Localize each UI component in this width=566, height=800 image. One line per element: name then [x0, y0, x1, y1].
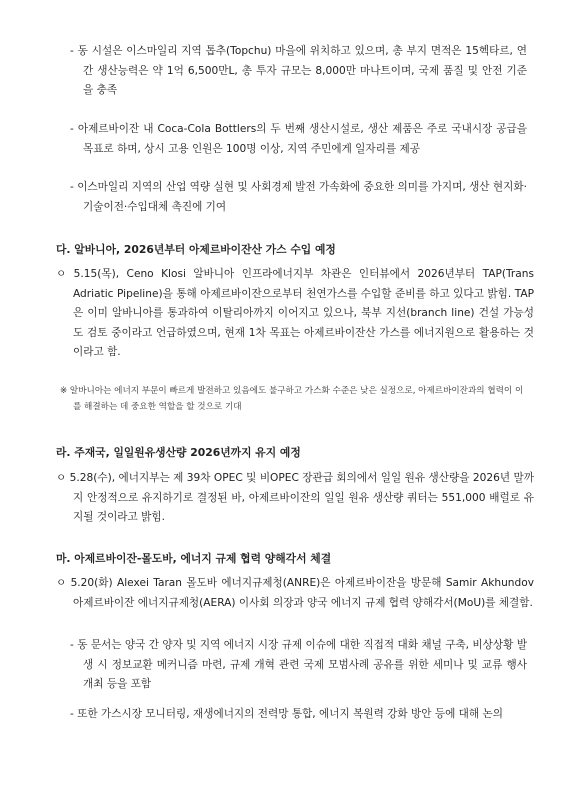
section-d-heading: 다. 알바니아, 2026년부터 아제르바이잔산 가스 수입 예정	[56, 243, 336, 256]
section-f-paragraph: ㅇ 5.20(화) Alexei Taran 몰도바 에너지규제청(ANRE)은 아제르바이잔을 방문해 Samir Akhundov 아제르바이잔 에너지규제청(AERA) 이사회 의장과 양국 에너지 규제 협력 양해각서(MoU)를 체결함.	[56, 577, 534, 609]
section-e-paragraph: ㅇ 5.28(수), 에너지부는 제 39차 OPEC 및 비OPEC 장관급 회의에서 일일 원유 생산량을 2026년 말까지 안정적으로 유지하기로 결정된 바, 아제르바이잔의 일일 원유 생산량 쿼터는 551,000 배럴로 유지될 것이라고 밝힘.	[56, 472, 534, 524]
section-d-paragraph: ㅇ 5.15(목), Ceno Klosi 알바니아 인프라에너지부 차관은 인터뷰에서 2026년부터 TAP(Trans Adriatic Pipeline)을 통해 아제르바이잔으로부터 천연가스를 수입할 준비를 하고 있다고 밝힘. TAP은 이미 알바니아를 통과하여 이탈리아까지 이어지고 있으나, 북부 지선(branch line) 건설 가능성도 검토 중이라고 언급하였으며, 현재 1차 목표는 아제르바이잔산 가스를 에너지원으로 활용하는 것이라고 함.	[56, 268, 534, 359]
bullet-regional-significance: - 이스마일리 지역의 산업 역량 실현 및 사회경제 발전 가속화에 중요한 의미를 가지며, 생산 현지화·기술이전·수입대체 촉진에 기여	[70, 181, 527, 213]
section-f-heading: 마. 아제르바이잔-몰도바, 에너지 규제 협력 양해각서 체결	[56, 552, 332, 565]
section-d-note: ※ 알바니아는 에너지 부문이 빠르게 발전하고 있음에도 불구하고 가스화 수준은 낮은 실정으로, 아제르바이잔과의 협력이 이를 해결하는 데 중요한 역할을 할 것으로 기대	[60, 386, 524, 412]
section-f-bullet-mou-contents: - 동 문서는 양국 간 양자 및 지역 에너지 시장 규제 이슈에 대한 직접적 대화 채널 구축, 비상상황 발생 시 정보교환 메커니즘 마련, 규제 개혁 관련 국제 모범사례 공유를 위한 세미나 및 교류 행사 개최 등을 포함	[70, 639, 527, 691]
bullet-second-facility: - 아제르바이잔 내 Coca-Cola Bottlers의 두 번째 생산시설로, 생산 제품은 주로 국내시장 공급을 목표로 하며, 상시 고용 인원은 100명 이상, 지역 주민에게 일자리를 제공	[70, 123, 527, 155]
section-e-heading: 라. 주재국, 일일원유생산량 2026년까지 유지 예정	[56, 446, 301, 459]
section-f-bullet-discussion: - 또한 가스시장 모니터링, 재생에너지의 전력망 통합, 에너지 복원력 강화 방안 등에 대해 논의	[70, 708, 503, 720]
bullet-facility-location: - 동 시설은 이스마일리 지역 톱추(Topchu) 마을에 위치하고 있으며, 총 부지 면적은 15헥타르, 연간 생산능력은 약 1억 6,500만L, 총 투자 규모는 8,000만 마나트이며, 국제 품질 및 안전 기준을 충족	[70, 45, 527, 97]
